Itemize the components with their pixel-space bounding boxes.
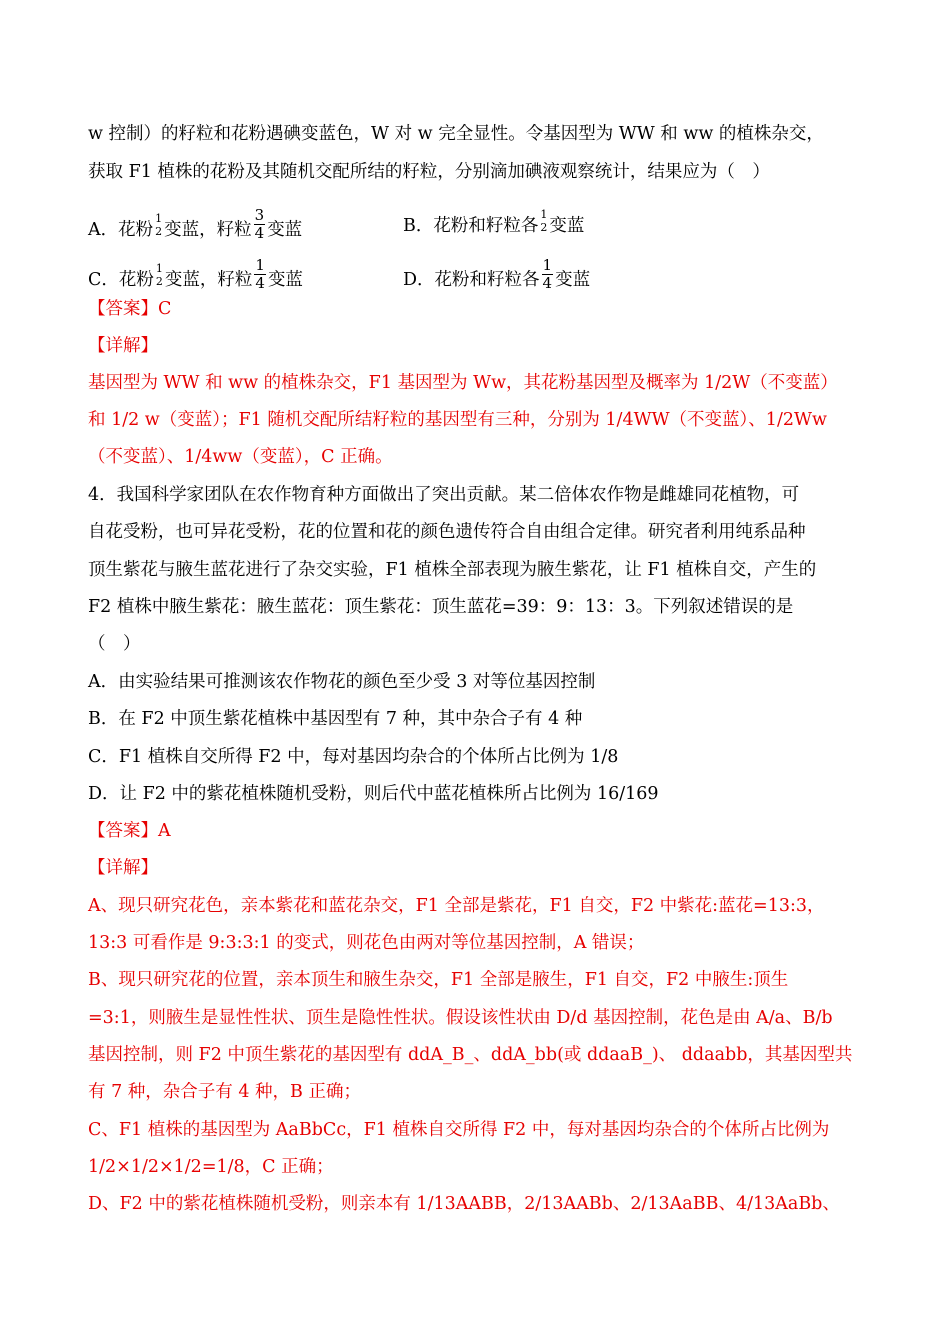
q3-detail-label: 【详解】 (88, 336, 158, 356)
q4-option-a: A．由实验结果可推测该农作物花的颜色至少受 3 对等位基因控制 (88, 672, 596, 692)
q3-explain-line-1: 基因型为 WW 和 ww 的植株杂交，F1 基因型为 Ww，其花粉基因型及概率为 1/2W（不变蓝） (88, 373, 838, 393)
q4-explain-line-8: 1/2×1/2×1/2=1/8，C 正确； (88, 1157, 334, 1177)
question-3-stem-line-2: 获取 F1 植株的花粉及其随机交配所结的籽粒，分别滴加碘液观察统计，结果应为（ ） (88, 162, 770, 182)
q4-explain-line-2: 13:3 可看作是 9:3:3:1 的变式，则花色由两对等位基因控制，A 错误； (88, 933, 645, 953)
q4-explain-line-4: =3:1，则腋生是显性性状、顶生是隐性性状。假设该性状由 D/d 基因控制，花色是由 A/a、B/b (88, 1008, 833, 1028)
question-3-stem-line-1: w 控制）的籽粒和花粉遇碘变蓝色，W 对 w 完全显性。令基因型为 WW 和 ww 的植株杂交， (88, 124, 824, 144)
q4-stem-line-1: 4．我国科学家团队在农作物育种方面做出了突出贡献。某二倍体农作物是雌雄同花植物，可 (88, 485, 800, 505)
q3-option-b: B．花粉和籽粒各 1 2 变蓝 (403, 207, 585, 236)
fraction: $\frac{1}{4}$ (542, 256, 553, 292)
fraction: 1 2 (540, 207, 548, 234)
q4-stem-line-2: 自花受粉，也可异花受粉，花的位置和花的颜色遗传符合自由组合定律。研究者利用纯系品种 (88, 522, 806, 542)
q4-option-c: C．F1 植株自交所得 F2 中，每对基因均杂合的个体所占比例为 1/8 (88, 747, 619, 767)
q4-stem-line-4: F2 植株中腋生紫花：腋生蓝花：顶生紫花：顶生蓝花=39：9：13：3。下列叙述错误的是 (88, 597, 794, 617)
q4-explain-line-1: A、现只研究花色，亲本紫花和蓝花杂交，F1 全部是紫花，F1 自交，F2 中紫花:蓝花=13:3， (88, 896, 825, 916)
q4-explain-line-6: 有 7 种，杂合子有 4 种，B 正确； (88, 1082, 361, 1102)
q4-explain-line-7: C、F1 植株的基因型为 AaBbCc，F1 植株自交所得 F2 中，每对基因均杂合的个体所占比例为 (88, 1120, 830, 1140)
q4-detail-label: 【详解】 (88, 858, 158, 878)
fraction: 1 2 (155, 211, 163, 238)
q3-answer: 【答案】C (88, 299, 172, 319)
fraction: 1 2 (155, 261, 163, 288)
q3-explain-line-2: 和 1/2 w（变蓝）；F1 随机交配所结籽粒的基因型有三种，分别为 1/4WW（不变蓝）、1/2Ww (88, 410, 827, 430)
q4-answer: 【答案】A (88, 821, 171, 841)
q3-option-d: D．花粉和籽粒各 $\frac{1}{4}$ 变蓝 (403, 256, 591, 292)
q3-option-a: A．花粉 1 2 变蓝，籽粒 $\frac{3}{4}$ 变蓝 (88, 206, 303, 242)
q3-explain-line-3: （不变蓝）、1/4ww（变蓝），C 正确。 (88, 447, 393, 467)
fraction: $\frac{3}{4}$ (254, 206, 265, 242)
fraction: $\frac{1}{4}$ (255, 256, 265, 292)
q4-option-d: D．让 F2 中的紫花植株随机受粉，则后代中蓝花植株所占比例为 16/169 (88, 784, 659, 804)
q4-stem-line-3: 顶生紫花与腋生蓝花进行了杂交实验，F1 植株全部表现为腋生紫花，让 F1 植株自交，产生的 (88, 560, 817, 580)
q4-explain-line-3: B、现只研究花的位置，亲本顶生和腋生杂交，F1 全部是腋生，F1 自交，F2 中腋生:顶生 (88, 970, 789, 990)
q4-stem-line-5: （ ） (88, 634, 141, 654)
q4-explain-line-5: 基因控制，则 F2 中顶生紫花的基因型有 ddA_B_、ddA_bb(或 ddaaB_)、 ddaabb，其基因型共 (88, 1045, 853, 1065)
q4-option-b: B．在 F2 中顶生紫花植株中基因型有 7 种，其中杂合子有 4 种 (88, 709, 583, 729)
q3-option-c: C．花粉 1 2 变蓝，籽粒 $\frac{1}{4}$ 变蓝 (88, 256, 303, 292)
q4-explain-line-9: D、F2 中的紫花植株随机受粉，则亲本有 1/13AABB，2/13AABb、2/13AaBB、4/13AaBb、 (88, 1194, 840, 1214)
